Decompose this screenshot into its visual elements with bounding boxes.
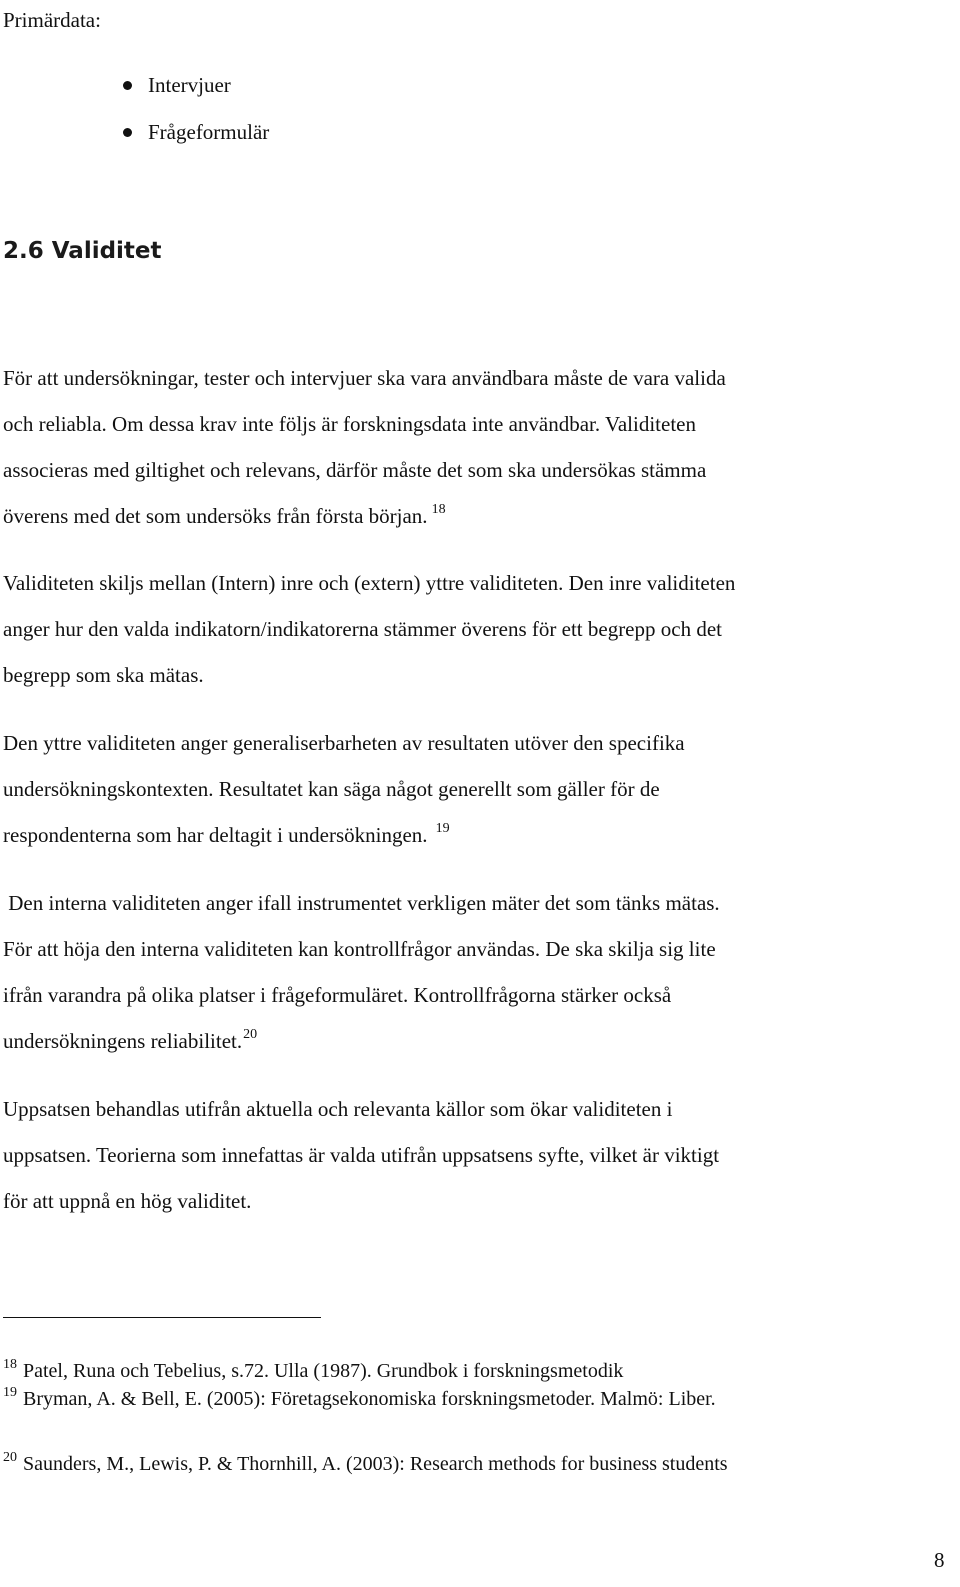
footnote-text: Saunders, M., Lewis, P. & Thornhill, A. (2003): Research methods for business students <box>23 1453 728 1475</box>
paragraph-line-text: överens med det som undersöks från första början. <box>3 504 428 528</box>
paragraph-line: Validiteten skiljs mellan (Intern) inre och (extern) yttre validiteten. Den inre validiteten <box>3 571 736 595</box>
section-heading: 2.6 Validitet <box>3 238 162 264</box>
paragraph-line-with-footnote <box>3 504 446 532</box>
list-item-label: Intervjuer <box>148 73 231 97</box>
primary-data-label: Primärdata: <box>3 8 101 32</box>
paragraph-line: Den yttre validiteten anger generaliserbarheten av resultaten utöver den specifika <box>3 731 685 755</box>
paragraph-line: anger hur den valda indikatorn/indikatorerna stämmer överens för ett begrepp och det <box>3 617 722 641</box>
bullet-icon <box>123 81 132 90</box>
paragraph-line: och reliabla. Om dessa krav inte följs är forskningsdata inte användbar. Validiteten <box>3 412 696 436</box>
footnote-divider <box>3 1317 321 1318</box>
footnote-text: Patel, Runa och Tebelius, s.72. Ulla (1987). Grundbok i forskningsmetodik <box>23 1360 624 1382</box>
paragraph-line: ifrån varandra på olika platser i frågeformuläret. Kontrollfrågorna stärker också <box>3 983 672 1007</box>
list-item-label: Frågeformulär <box>148 120 270 144</box>
footnote-number: 18 <box>3 1357 17 1372</box>
paragraph-line: för att uppnå en hög validitet. <box>3 1189 252 1213</box>
paragraph-line: För att undersökningar, tester och intervjuer ska vara användbara måste de vara valida <box>3 366 726 390</box>
paragraph-line: För att höja den interna validiteten kan kontrollfrågor användas. De ska skilja sig lite <box>3 937 716 961</box>
bullet-icon <box>123 128 132 137</box>
page-number: 8 <box>934 1548 945 1572</box>
footnote <box>3 1387 716 1414</box>
paragraph-line: Den interna validiteten anger ifall instrumentet verkligen mäter det som tänks mätas. <box>3 891 720 915</box>
footnote-reference: 20 <box>243 1027 258 1042</box>
footnote <box>3 1359 623 1386</box>
paragraph-line-text: respondenterna som har deltagit i undersökningen. <box>3 823 428 847</box>
paragraph-line: uppsatsen. Teorierna som innefattas är valda utifrån uppsatsens syfte, vilket är viktigt <box>3 1143 720 1167</box>
footnote-reference: 19 <box>435 821 450 836</box>
paragraph-line: associeras med giltighet och relevans, därför måste det som ska undersökas stämma <box>3 458 707 482</box>
paragraph-line-text: undersökningens reliabilitet. <box>3 1029 243 1053</box>
paragraph-line-with-footnote <box>3 823 450 851</box>
footnote <box>3 1452 728 1479</box>
footnote-reference: 18 <box>431 502 446 517</box>
footnote-text: Bryman, A. & Bell, E. (2005): Företagsekonomiska forskningsmetoder. Malmö: Liber. <box>23 1388 716 1410</box>
paragraph-line: undersökningskontexten. Resultatet kan säga något generellt som gäller för de <box>3 777 660 801</box>
footnote-number: 20 <box>3 1450 17 1465</box>
paragraph-line: begrepp som ska mätas. <box>3 663 204 687</box>
footnote-number: 19 <box>3 1385 17 1400</box>
paragraph-line: Uppsatsen behandlas utifrån aktuella och relevanta källor som ökar validiteten i <box>3 1097 673 1121</box>
paragraph-line-with-footnote <box>3 1029 257 1057</box>
